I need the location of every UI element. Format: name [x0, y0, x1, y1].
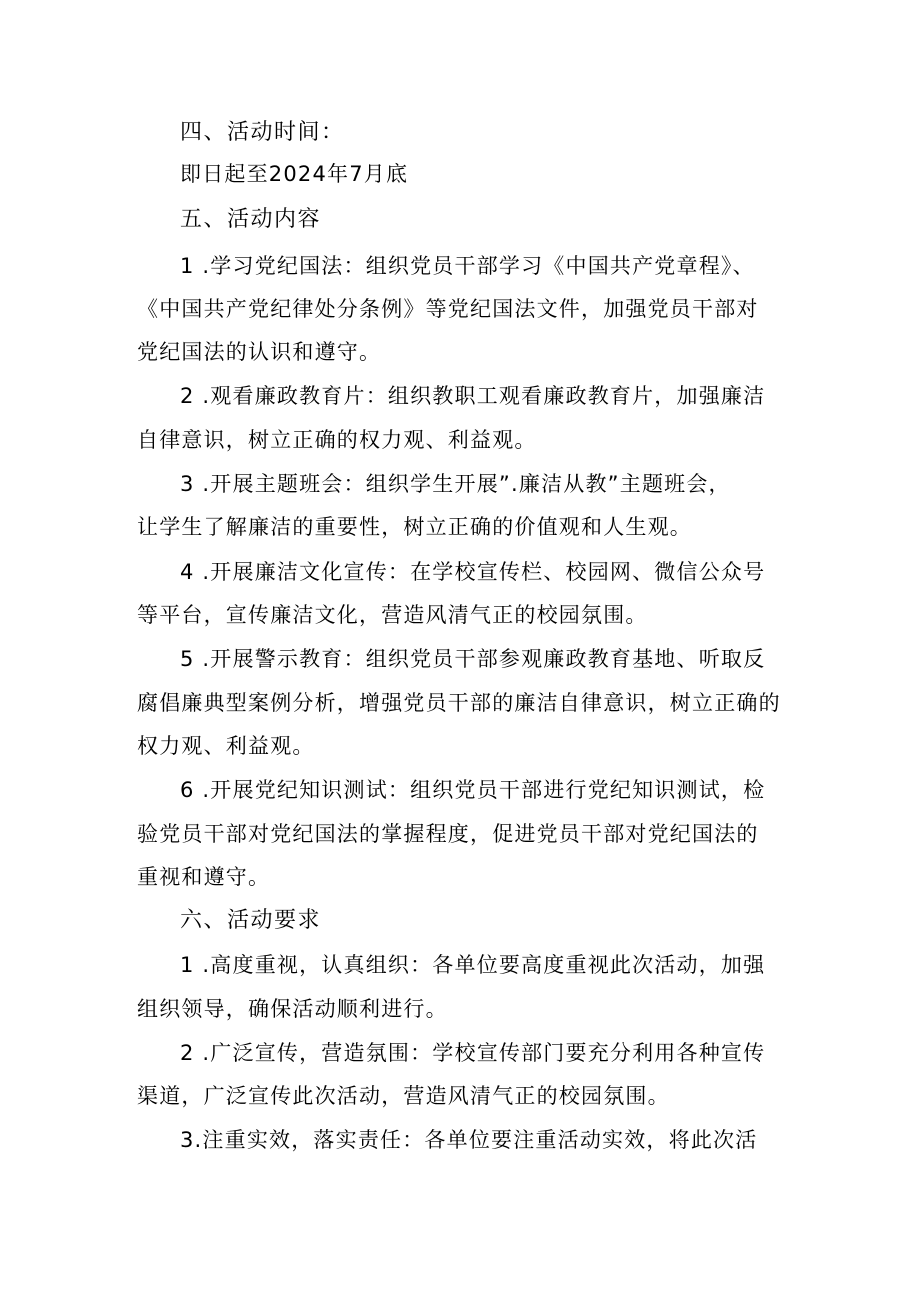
paragraph-line: 4 .开展廉洁文化宣传：在学校宣传栏、校园网、微信公众号 [180, 560, 766, 584]
paragraph-line: 组织领导，确保活动顺利进行。 [137, 997, 448, 1021]
section5-heading: 五、活动内容 [180, 207, 322, 232]
paragraph-line: 2 .观看廉政教育片：组织教职工观看廉政教育片，加强廉洁 [180, 384, 766, 408]
paragraph-line: 重视和遵守。 [137, 865, 271, 889]
paragraph-line: 渠道，广泛宣传此次活动，营造风清气正的校园氛围。 [137, 1084, 670, 1108]
paragraph-line: 6 .开展党纪知识测试：组织党员干部进行党纪知识测试，检 [180, 778, 766, 802]
paragraph-line: 等平台，宣传廉洁文化，营造风清气正的校园氛围。 [137, 603, 648, 627]
paragraph-line: 自律意识，树立正确的权力观、利益观。 [137, 428, 537, 452]
paragraph-line: 让学生了解廉洁的重要性，树立正确的价值观和人生观。 [137, 515, 692, 539]
paragraph-line: 党纪国法的认识和遵守。 [137, 340, 382, 364]
paragraph-line: 3.注重实效，落实责任：各单位要注重活动实效，将此次活 [180, 1128, 758, 1152]
paragraph-line: 《中国共产党纪律处分条例》等党纪国法文件，加强党员干部对 [137, 297, 759, 321]
paragraph-line: 1 .高度重视，认真组织：各单位要高度重视此次活动，加强 [180, 953, 766, 977]
paragraph-line: 验党员干部对党纪国法的掌握程度，促进党员干部对党纪国法的 [137, 822, 759, 846]
paragraph-line: 1 .学习党纪国法：组织党员干部学习《中国共产党章程》、 [180, 254, 755, 278]
paragraph-line: 5 .开展警示教育：组织党员干部参观廉政教育基地、听取反 [180, 647, 766, 671]
paragraph-line: 权力观、利益观。 [137, 734, 315, 758]
paragraph-line: 3 .开展主题班会：组织学生开展”.廉洁从教”主题班会， [180, 472, 731, 496]
paragraph-line: 2 .广泛宣传，营造氛围：学校宣传部门要充分利用各种宣传 [180, 1041, 766, 1065]
section6-heading: 六、活动要求 [180, 908, 322, 933]
paragraph-line: 腐倡廉典型案例分析，增强党员干部的廉洁自律意识，树立正确的 [137, 691, 781, 715]
section4-heading: 四、活动时间： [180, 120, 345, 145]
section4-text: 即日起至2024年7月底 [180, 162, 409, 186]
